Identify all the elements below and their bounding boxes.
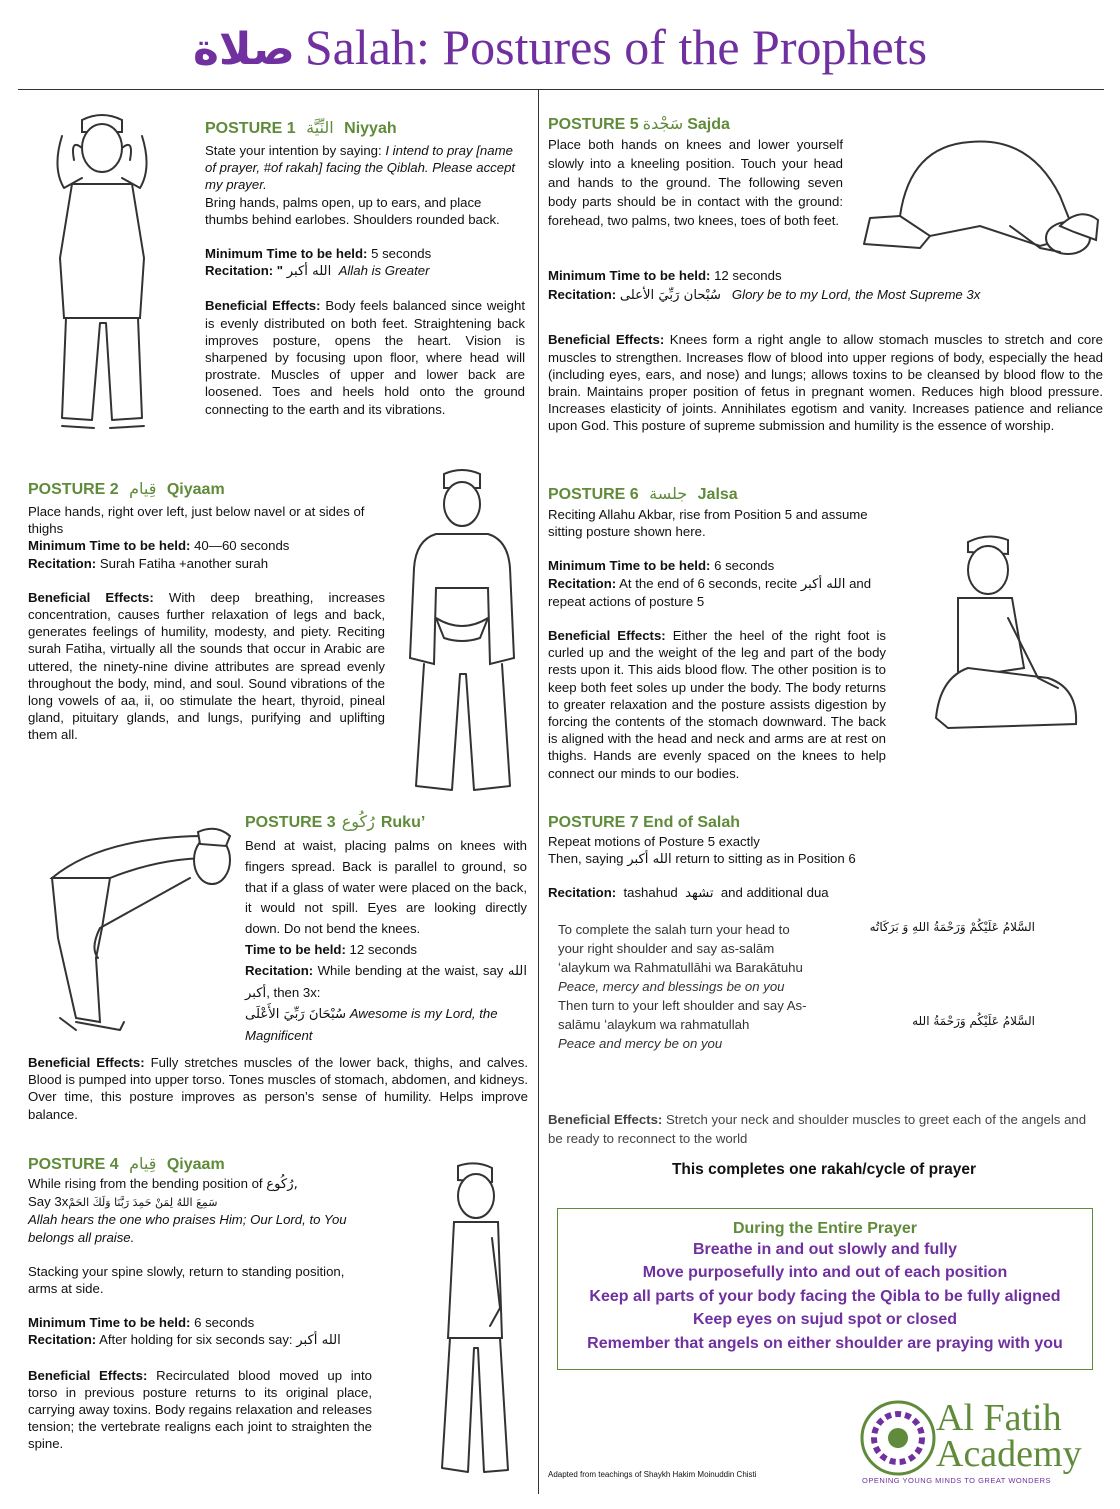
posture-6-min-time: 6 seconds [714,558,775,574]
posture-5-instructions: Place both hands on knees and lower yourself slowly into a kneeling position. Touch your head and hands to the ground. The following seven body parts should be in contact with the ground: forehead, two palms, two knees, toes of both feet. [548,137,843,228]
posture-4-min-time: 6 seconds [194,1315,255,1331]
posture-4 [28,1154,372,1453]
posture-7-line-2a: Then, saying [548,850,624,866]
posture-3-time-label: Time to be held: [245,941,346,957]
posture-5-effects: Knees form a right angle to allow stomach muscles to stretch and core muscles to strengthen. Increases flow of blood into upper regions of body, especially the head (including eyes, ears, and nose) and lungs; allows toxins to be cleansed by blood flow to the brain. Maintains proper position of fetus in pregnant women. Reduces high blood pressure. Increases elasticity of joints. Annihilates egotism and vanity. Increases patience and reliance upon God. This posture of supreme submission and humility is the essence of worship. [548,332,1103,434]
posture-2-effects-label: Beneficial Effects: [28,589,154,605]
posture-1-name: Niyyah [344,120,397,137]
posture-4-effects-label: Beneficial Effects: [28,1367,148,1383]
posture-4-min-time-label: Minimum Time to be held: [28,1315,191,1331]
completes-rakah-note: This completes one rakah/cycle of prayer [671,1161,977,1178]
posture-2 [28,479,385,744]
posture-5-details [548,267,1103,435]
entire-prayer-line: Keep eyes on sujud spot or closed [692,1311,958,1329]
posture-6-min-time-label: Minimum Time to be held: [548,558,711,574]
salam-left-english: Peace and mercy be on you [558,1036,723,1051]
posture-6-instructions: Reciting Allahu Akbar, rise from Position 5 and assume sitting posture shown here. [548,507,868,540]
posture-3 [245,812,527,1047]
posture-3-recitation-english: Awesome is my Lord, the Magnificent [245,1006,498,1044]
posture-3-recitation-a: While bending at the waist, say [317,962,504,978]
posture-3-effects-label: Beneficial Effects: [28,1055,145,1070]
posture-4-recitation-arabic: الله أكبر [296,1333,341,1349]
posture-4-arabic: قِيام [129,1154,157,1173]
page-title [0,18,1120,76]
posture-7-effects: Stretch your neck and shoulder muscles to greet each of the angels and be ready to reconnect to the world [548,1112,1087,1146]
posture-7-recitation-arabic: تشهد [685,886,714,901]
logo-line-1: Al Fatih [936,1397,1062,1439]
posture-1-min-time-label: Minimum Time to be held: [205,246,368,262]
posture-5-heading [548,114,843,134]
credit-note: Adapted from teachings of Shaykh Hakim Moinuddin Chisti [548,1470,757,1479]
logo-tagline: OPENING YOUNG MINDS TO GREAT WONDERS [862,1476,1051,1485]
posture-5-min-time: 12 seconds [714,268,782,283]
posture-6-recitation-label: Recitation: [548,575,617,591]
posture-2-min-time-label: Minimum Time to be held: [28,538,191,554]
posture-3-recitation-label: Recitation: [245,962,314,978]
posture-6-recitation-b: and repeat actions of posture 5 [548,575,872,609]
posture-2-heading [28,479,385,499]
entire-prayer-line: Keep all parts of your body facing the Qibla to be fully aligned [589,1287,1061,1305]
posture-5-recitation-english: Glory be to my Lord, the Most Supreme 3x [731,287,981,303]
entire-prayer-line: Move purposefully into and out of each position [642,1264,1008,1282]
posture-4-instructions: Stacking your spine slowly, return to standing position, arms at side. [28,1263,345,1297]
column-divider [538,89,539,1494]
posture-6 [548,484,886,782]
posture-7 [548,814,1088,903]
title-english: Salah: Postures of the Prophets [304,19,928,75]
posture-1-effects-label: Beneficial Effects: [205,298,321,314]
posture-6-recitation-arabic: الله أكبر [800,576,846,592]
qiyaam-figure [396,468,532,808]
posture-6-name: Jalsa [697,486,738,503]
ruku-figure [40,818,240,1040]
posture-1-heading [205,118,525,138]
posture-2-effects: With deep breathing, increases concentration, causes further relaxation of legs and back, generates feelings of humility, modesty, and piety. Reciting surah Fatiha, virtually all the sounds that occur in Arabic are uttered, the ninety-nine divine attributes are spread evenly throughout the body, mind, and soul. Sound vibrations of the long vowels of aa, ii, oo stimulate the heart, thyroid, pineal gland, pituitary glands, and lungs, purifying and uplifting them all. [28,589,385,743]
posture-5-recitation-label: Recitation: [548,287,617,303]
posture-7-heading: POSTURE 7 End of Salah [548,814,741,831]
entire-prayer-line: Breathe in and out slowly and fully [692,1241,958,1258]
posture-7-recitation-a: tashahud [623,885,678,900]
title-arabic: صلاة [192,24,295,75]
posture-6-recitation-a: At the end of 6 seconds, recite [619,575,798,591]
salam-right-text: To complete the salah turn your head to your right shoulder and say as-salām ʻalaykum wa Rahmatullāhi wa Barakātuhu [558,922,803,975]
posture-4-say-english: Allah hears the one who praises Him; Our Lord, to You belongs all praise. [28,1212,347,1245]
posture-5-min-time-label: Minimum Time to be held: [548,268,711,283]
posture-4-effects: Recirculated blood moved up into torso in previous posture returns to its original place, carrying away toxins. Body regains relaxation and releases tension; the vertebrate realigns each joint to straighten the spine. [28,1367,372,1452]
qiyaam-side-figure [418,1158,522,1488]
posture-1-recitation-arabic: الله أكبر [286,264,332,280]
salam-right-block [558,920,808,1053]
posture-4-rising-arabic: رُكُوع, [266,1177,298,1192]
salam-left-text: Then turn to your left shoulder and say As-salāmu ʻalaykum wa rahmatullah [558,998,807,1032]
posture-7-line-2-arabic: الله أكبر [627,851,672,867]
posture-3-label: POSTURE 3 [245,814,336,831]
niyyah-figure [22,108,182,440]
entire-prayer-heading: During the Entire Prayer [732,1220,918,1237]
posture-5-recitation-arabic: سُبْحان رَبِّيَ الأعلى [619,288,721,304]
jalsa-figure [928,528,1088,744]
title-divider [18,89,1104,90]
posture-1-label: POSTURE 1 [205,120,296,137]
posture-7-effects-block [548,1110,1088,1148]
posture-1-min-time: 5 seconds [371,246,432,262]
posture-7-effects-label: Beneficial Effects: [548,1112,663,1127]
posture-1-recitation-label: Recitation: " [205,263,284,279]
posture-4-say-arabic: سَمِعَ اللهُ لِمَنْ حَمِدَ رَبَّنَا وَلَكَ الحَمْ [68,1196,218,1210]
posture-3-recitation-arabic-1: الله أكبر [245,963,527,1001]
posture-3-recitation-b: , then 3x: [266,984,321,1000]
posture-7-recitation-b: and additional dua [720,885,829,900]
posture-2-label: POSTURE 2 [28,481,119,498]
posture-5-effects-label: Beneficial Effects: [548,332,665,348]
posture-5 [548,114,843,231]
posture-4-heading [28,1154,372,1174]
posture-7-line-2b: return to sitting as in Position 6 [675,850,856,866]
posture-4-recitation: After holding for six seconds say: [99,1332,293,1348]
posture-4-name: Qiyaam [166,1156,225,1173]
posture-4-label: POSTURE 4 [28,1156,119,1173]
posture-3-recitation-arabic-2: سُبْحَانَ رَبِّيَ الأَعْلَى [245,1007,347,1023]
posture-2-recitation: Surah Fatiha +another surah [99,555,269,571]
entire-prayer-line: Remember that angels on either shoulder are praying with you [587,1334,1063,1352]
posture-5-label: POSTURE 5 [548,116,639,133]
posture-6-effects: Either the heel of the right foot is curled up and the weight of the leg and part of the body rests upon it. This aids blood flow. The other position is to keep both feet soles up under the body. The body returns to greater relaxation and the posture assists digestion by forcing the contents of the stomach downward. The back is aligned with the head and neck and arms are at rest on thighs. Hands are evenly spaced on the knees to help connect our minds to our bodies. [548,628,886,781]
posture-3-name: Ruku’ [380,814,426,831]
posture-3-instructions: Bend at waist, placing palms on knees with fingers spread. Back is parallel to ground, so that if a glass of water were placed on the back, it would not spill. Eyes are looking directly down. Do not bend the knees. [245,838,527,937]
posture-1-recitation-english: Allah is Greater [338,263,430,279]
posture-3-heading [245,812,527,832]
posture-4-rising: While rising from the bending position of [28,1176,263,1191]
posture-6-heading [548,484,886,504]
salam-right-arabic: السَّلامُ عَلَيْكُمْ وَرَحْمَةُ اللهِ وَ بَرَكَاتُه [869,920,1035,934]
posture-6-arabic: جلسة [649,484,688,503]
posture-3-arabic: رُكُوع [341,812,375,831]
posture-4-say: Say 3x [28,1194,69,1210]
posture-6-label: POSTURE 6 [548,486,639,503]
posture-5-name: Sajda [687,116,730,133]
posture-2-min-time: 40—60 seconds [194,538,290,554]
posture-2-instructions: Place hands, right over left, just below navel or at sides of thighs [28,504,365,537]
salam-right-english: Peace, mercy and blessings be on you [558,979,785,994]
posture-4-recitation-label: Recitation: [28,1332,97,1348]
salam-left-arabic: السَّلامُ عَلَيْكُم وَرَحْمَةُ الله [912,1014,1035,1028]
posture-6-effects-label: Beneficial Effects: [548,628,666,644]
posture-7-recitation-label: Recitation: [548,885,617,900]
posture-1-arabic: النِّيَّة [306,118,334,137]
logo-line-2: Academy [936,1433,1082,1475]
posture-1-intention: I intend to pray [name of prayer, #of rakah] facing the Qiblah. Please accept my prayer. [205,143,516,193]
posture-1-instructions: Bring hands, palms open, up to ears, and place thumbs behind earlobes. Shoulders rounded back. [205,194,500,227]
posture-2-arabic: قِيام [129,479,157,498]
posture-1-effects: Body feels balanced since weight is evenly distributed on both feet. Straightening back improves posture, opens the heart. Vision is sharpened by focusing upon floor, where head will prostrate. Muscles of upper and lower back are loosened. Toes and heels hold onto the ground connecting to the earth and its vibrations. [205,298,525,417]
posture-2-name: Qiyaam [166,481,225,498]
posture-1-intro: State your intention by saying: [205,143,382,158]
entire-prayer-box [557,1208,1093,1370]
academy-logo-mark [858,1398,938,1483]
posture-3-effects-block [28,1054,528,1123]
academy-logo-text [936,1397,1106,1475]
sajda-figure [860,136,1106,262]
posture-2-recitation-label: Recitation: [28,555,97,571]
posture-3-time: 12 seconds [349,941,417,957]
posture-5-arabic: سَجْدة [642,114,684,133]
posture-7-line-1: Repeat motions of Posture 5 exactly [548,834,760,849]
posture-3-effects: Fully stretches muscles of the lower back, thighs, and calves. Blood is pumped into upper torso. Tones muscles of stomach, abdomen, and kidneys. Over time, this posture improves as person’s sense of humility. Helps improve balance. [28,1055,528,1122]
posture-1 [205,118,525,418]
